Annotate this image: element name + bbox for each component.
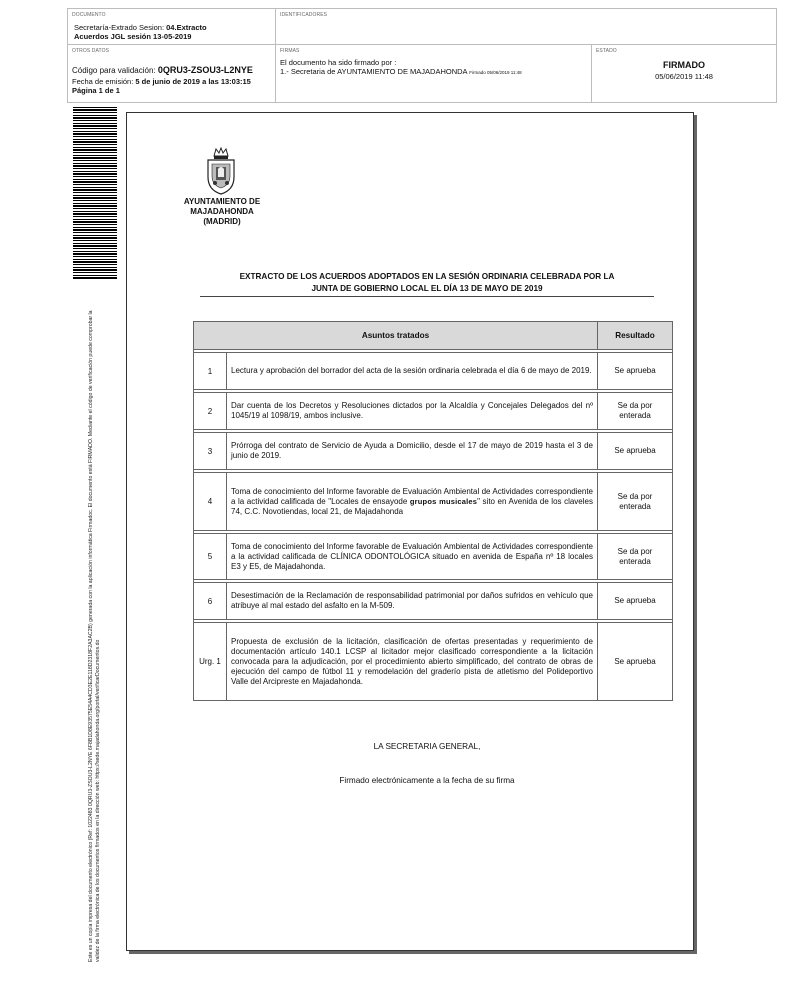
agreements-table [193, 321, 673, 701]
otros-caption: OTROS DATOS [72, 48, 110, 54]
signature-title: LA SECRETARIA GENERAL, [373, 742, 481, 751]
estado-cell [592, 45, 776, 102]
row-text [227, 473, 598, 531]
row-text: Desestimación de la Reclamación de responsabilidad patrimonial por daños sufridos en vehículo que atribuye al mal estado del asfalto en la M-509. [227, 583, 598, 620]
title-line1: EXTRACTO DE LOS ACUERDOS ADOPTADOS EN LA SESIÓN ORDINARIA CELEBRADA POR LA [239, 272, 615, 281]
row-result: Se da por enterada [598, 393, 673, 430]
row-text-bold: grupos musicales [409, 496, 478, 506]
document-header [67, 8, 777, 103]
pagina: Página 1 de 1 [72, 86, 120, 95]
table-row [194, 623, 673, 701]
estado-caption: ESTADO [596, 48, 617, 54]
documento-line1-bold: 04.Extracto [166, 23, 207, 32]
title-line2: JUNTA DE GOBIERNO LOCAL EL DÍA 13 DE MAYO DE 2019 [311, 284, 543, 293]
row-result: Se da por enterada [598, 473, 673, 531]
codigo-value: 0QRU3-ZSOU3-L2NYE [157, 65, 253, 75]
codigo-label: Código para validación: [72, 66, 158, 75]
row-text: Dar cuenta de los Decretos y Resoluciones dictados por la Alcaldía y Concejales Delegados del nº 1045/19 al 1098/19, ambos inclusive. [227, 393, 598, 430]
row-text: Prórroga del contrato de Servicio de Ayuda a Domicilio, desde el 17 de mayo de 2019 hasta el 3 de junio de 2019. [227, 433, 598, 470]
firmas-line2-text: 1.- Secretaria de AYUNTAMIENTO DE MAJADAHONDA [280, 67, 468, 76]
table-row [194, 433, 673, 470]
documento-line1 [74, 23, 207, 32]
identificadores-cell [276, 9, 776, 45]
document-title [200, 271, 654, 295]
firmas-line1: El documento ha sido firmado por : [280, 58, 397, 67]
documento-line2: Acuerdos JGL sesión 13-05-2019 [74, 32, 192, 41]
row-text: Lectura y aprobación del borrador del acta de la sesión ordinaria celebrada el día 6 de mayo de 2019. [227, 353, 598, 390]
identificadores-caption: IDENTIFICADORES [280, 12, 328, 18]
firmas-line2-date: Firmado 05/06/2019 11:48 [469, 70, 522, 75]
row-result: Se aprueba [598, 583, 673, 620]
row-result: Se aprueba [598, 353, 673, 390]
row-text-part-b: " sito en Avenida de los claveles 74, C.C. Novotiendas, local 21, de Majadahonda [231, 496, 593, 516]
documento-cell [68, 9, 276, 45]
firmas-line2 [280, 67, 522, 77]
title-divider [200, 296, 654, 297]
row-number: 4 [194, 473, 227, 531]
row-text-part-a: Toma de conocimiento del Informe favorable de Evaluación Ambiental de Actividades correspondiente a la actividad calificada de "Locales de ensayode [231, 486, 593, 506]
row-result: Se aprueba [598, 623, 673, 701]
side-verification-note: Este es un copia impresa del documento electrónico (Ref: 1022483 0QRU3-ZSOU3-L2NYE 6F8B1D8E93575E54A4CD3E2E118D2318F2A3AC2B) generada con la aplicación informática Firmadoc. El documento está FIRMADO. Mediante el código de verificación puede comprobar la validez de la firma electrónica de los documentos firmados en la dirección web: https://sede.majadahonda.org/portal/verificarDocumentos.do [88, 310, 101, 962]
table-header-row [194, 322, 673, 350]
estado-value: FIRMADO [663, 60, 705, 70]
documento-caption: DOCUMENTO [72, 12, 106, 18]
row-number: 2 [194, 393, 227, 430]
organization-name [168, 197, 276, 227]
org-line1: AYUNTAMIENTO DE [183, 197, 261, 206]
otros-datos-cell [68, 45, 276, 102]
codigo-validacion [72, 66, 253, 75]
table-row [194, 393, 673, 430]
estado-date: 05/06/2019 11:48 [655, 72, 713, 81]
coat-of-arms-icon [204, 147, 238, 195]
documento-line1-prefix: Secretaría-Extrado Sesion: [74, 23, 167, 32]
row-number: 5 [194, 534, 227, 580]
table-row [194, 353, 673, 390]
row-result: Se da por enterada [598, 534, 673, 580]
fecha-value: 5 de junio de 2019 a las 13:03:15 [135, 77, 251, 86]
row-number: 1 [194, 353, 227, 390]
table-row [194, 473, 673, 531]
org-line3: (MADRID) [203, 217, 241, 226]
row-number: 6 [194, 583, 227, 620]
org-line2: MAJADAHONDA [190, 207, 254, 216]
fecha-emision [72, 77, 251, 86]
table-row [194, 534, 673, 580]
row-result: Se aprueba [598, 433, 673, 470]
firmas-cell [276, 45, 592, 102]
col-resultado: Resultado [598, 322, 673, 350]
signature-note: Firmado electrónicamente a la fecha de su firma [339, 776, 515, 785]
row-text: Propuesta de exclusión de la licitación, clasificación de ofertas presentadas y requerimiento de documentación artículo 140.1 LCSP al licitador mejor clasificado correspondiente a la licitación convocada para la adjudicación, por el procedimiento abierto simplificado, del contrato de obras de ejecución del campo de fútbol 11 y remodelación del graderío pista de atletismo del Polideportivo Valle del Arcipreste en Majadahonda. [227, 623, 598, 701]
col-asuntos: Asuntos tratados [194, 322, 598, 350]
row-number: Urg. 1 [194, 623, 227, 701]
barcode-image [73, 107, 117, 279]
fecha-label: Fecha de emisión: [72, 77, 136, 86]
row-number: 3 [194, 433, 227, 470]
firmas-caption: FIRMAS [280, 48, 300, 54]
table-row [194, 583, 673, 620]
row-text: Toma de conocimiento del Informe favorable de Evaluación Ambiental de Actividades correspondiente a la actividad calificada de CLÍNICA ODONTOLÓGICA situado en avenida de España nº 18 locales E3 y E5, de Majadahonda. [227, 534, 598, 580]
